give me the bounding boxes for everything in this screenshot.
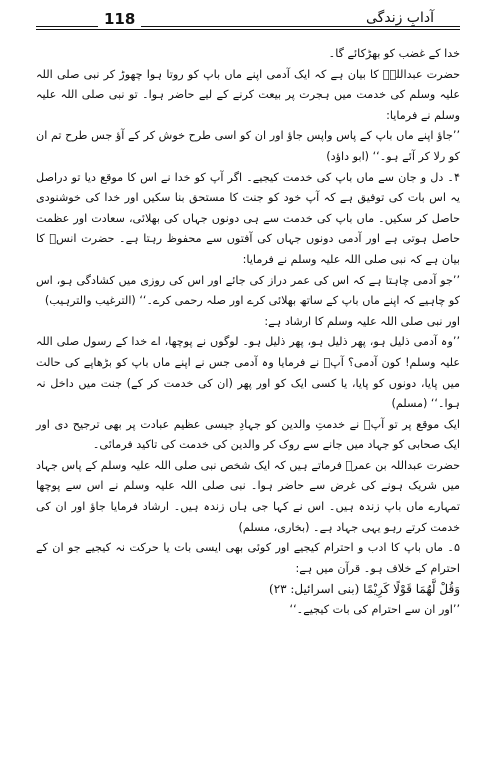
paragraph-point-5: ۵۔ ماں باپ کا ادب و احترام کیجیے اور کوئی بھی ایسی بات یا حرکت نہ کیجیے جو ان کے احترام کے خلاف ہو۔ قرآن میں ہے: bbox=[36, 541, 460, 575]
quote-long-life: ’’جو آدمی چاہتا ہے کہ اس کی عمر دراز کی جائے اور اس کی روزی میں کشادگی ہو، اس کو چاہیے کہ اپنے ماں باپ کے ساتھ بھلائی کرے اور صلہ رحمی کرے۔‘‘ (الترغیب والترہیب) bbox=[36, 273, 460, 308]
paragraph-service-over-jihad: ایک موقع پر تو آپؐ نے خدمتِ والدین کو جہادِ جیسی عظیم عبادت پر بھی ترجیح دی اور ایک صحابی کو جہاد میں جانے سے روک کر والدین کی خدمت کی تاکید فرمائی۔ bbox=[36, 417, 460, 452]
book-title: آدابِ زندگی bbox=[360, 10, 440, 26]
quran-verse: وَقُلْ لَّهُمَا قَوْلًا كَرِيْمًا (بنی اسرائیل: ۲۳) bbox=[269, 582, 460, 597]
paragraph-prophet-saying: اور نبی صلی اللہ علیہ وسلم کا ارشاد ہے: bbox=[264, 314, 460, 328]
verse-translation: ’’اور ان سے احترام کی بات کیجیے۔‘‘ bbox=[289, 603, 460, 617]
page-number: 118 bbox=[98, 10, 141, 28]
quote-disgraced-man: ’’وہ آدمی ذلیل ہو، پھر ذلیل ہو، پھر ذلیل ہو۔ لوگوں نے پوچھا، اے خدا کے رسول صلی اللہ علیہ وسلم! کون آدمی؟ آپؐ نے فرمایا وہ آدمی جس نے اپنے ماں باپ کو بڑھاپے کی حالت میں پایا، دونوں کو پایا، یا کسی ایک کو اور پھر (ان کی خدمت کر کے) جنت میں داخل نہ ہوا۔‘‘ (مسلم) bbox=[36, 335, 460, 411]
page-body bbox=[36, 44, 460, 768]
paragraph-abdullah-hadith: حضرت عبداللہؓ کا بیان ہے کہ ایک آدمی اپنے ماں باپ کو روتا ہوا چھوڑ کر نبی صلی اللہ علیہ وسلم کی خدمت میں ہجرت پر بیعت کرنے کے لیے حاضر ہوا۔ تو نبی صلی اللہ علیہ وسلم نے فرمایا: bbox=[36, 67, 460, 122]
paragraph-ibn-umar-hadith: حضرت عبداللہ بن عمرؓ فرماتے ہیں کہ ایک شخص نبی صلی اللہ علیہ وسلم کے پاس جہاد میں شریک ہونے کی غرض سے حاضر ہوا۔ نبی صلی اللہ علیہ وسلم نے اس سے پوچھا تمہارے ماں باپ زندہ ہیں۔ اس نے کہا جی ہاں زندہ ہیں۔ ارشاد فرمایا جاؤ اور ان کی خدمت کرتے رہو یہی جہاد ہے۔ (بخاری، مسلم) bbox=[36, 458, 460, 534]
quote-return-to-parents: ’’جاؤ اپنے ماں باپ کے پاس واپس جاؤ اور ان کو اسی طرح خوش کر کے آؤ جس طرح تم ان کو رلا کر آئے ہو۔‘‘ (ابو داؤد) bbox=[36, 129, 460, 163]
page-header bbox=[36, 10, 460, 36]
header-rule-secondary bbox=[36, 29, 460, 30]
paragraph-intro-end: خدا کے غضب کو بھڑکائے گا۔ bbox=[328, 47, 460, 60]
paragraph-point-4: ۴۔ دل و جان سے ماں باپ کی خدمت کیجیے۔ اگر آپ کو خدا نے اس کا موقع دیا تو دراصل یہ اس بات کی توفیق ہے کہ آپ خود کو جنت کا مستحق بنا سکیں اور خدا کی خوشنودی حاصل کر سکیں۔ ماں باپ کی خدمت سے ہی دونوں جہاں کی بھلائی، سعادت اور عظمت حاصل ہوتی ہے اور آدمی دونوں جہاں کی آفتوں سے محفوظ رہتا ہے۔ حضرت انسؓ کا بیان ہے کہ نبی صلی اللہ علیہ وسلم نے فرمایا: bbox=[36, 170, 460, 266]
